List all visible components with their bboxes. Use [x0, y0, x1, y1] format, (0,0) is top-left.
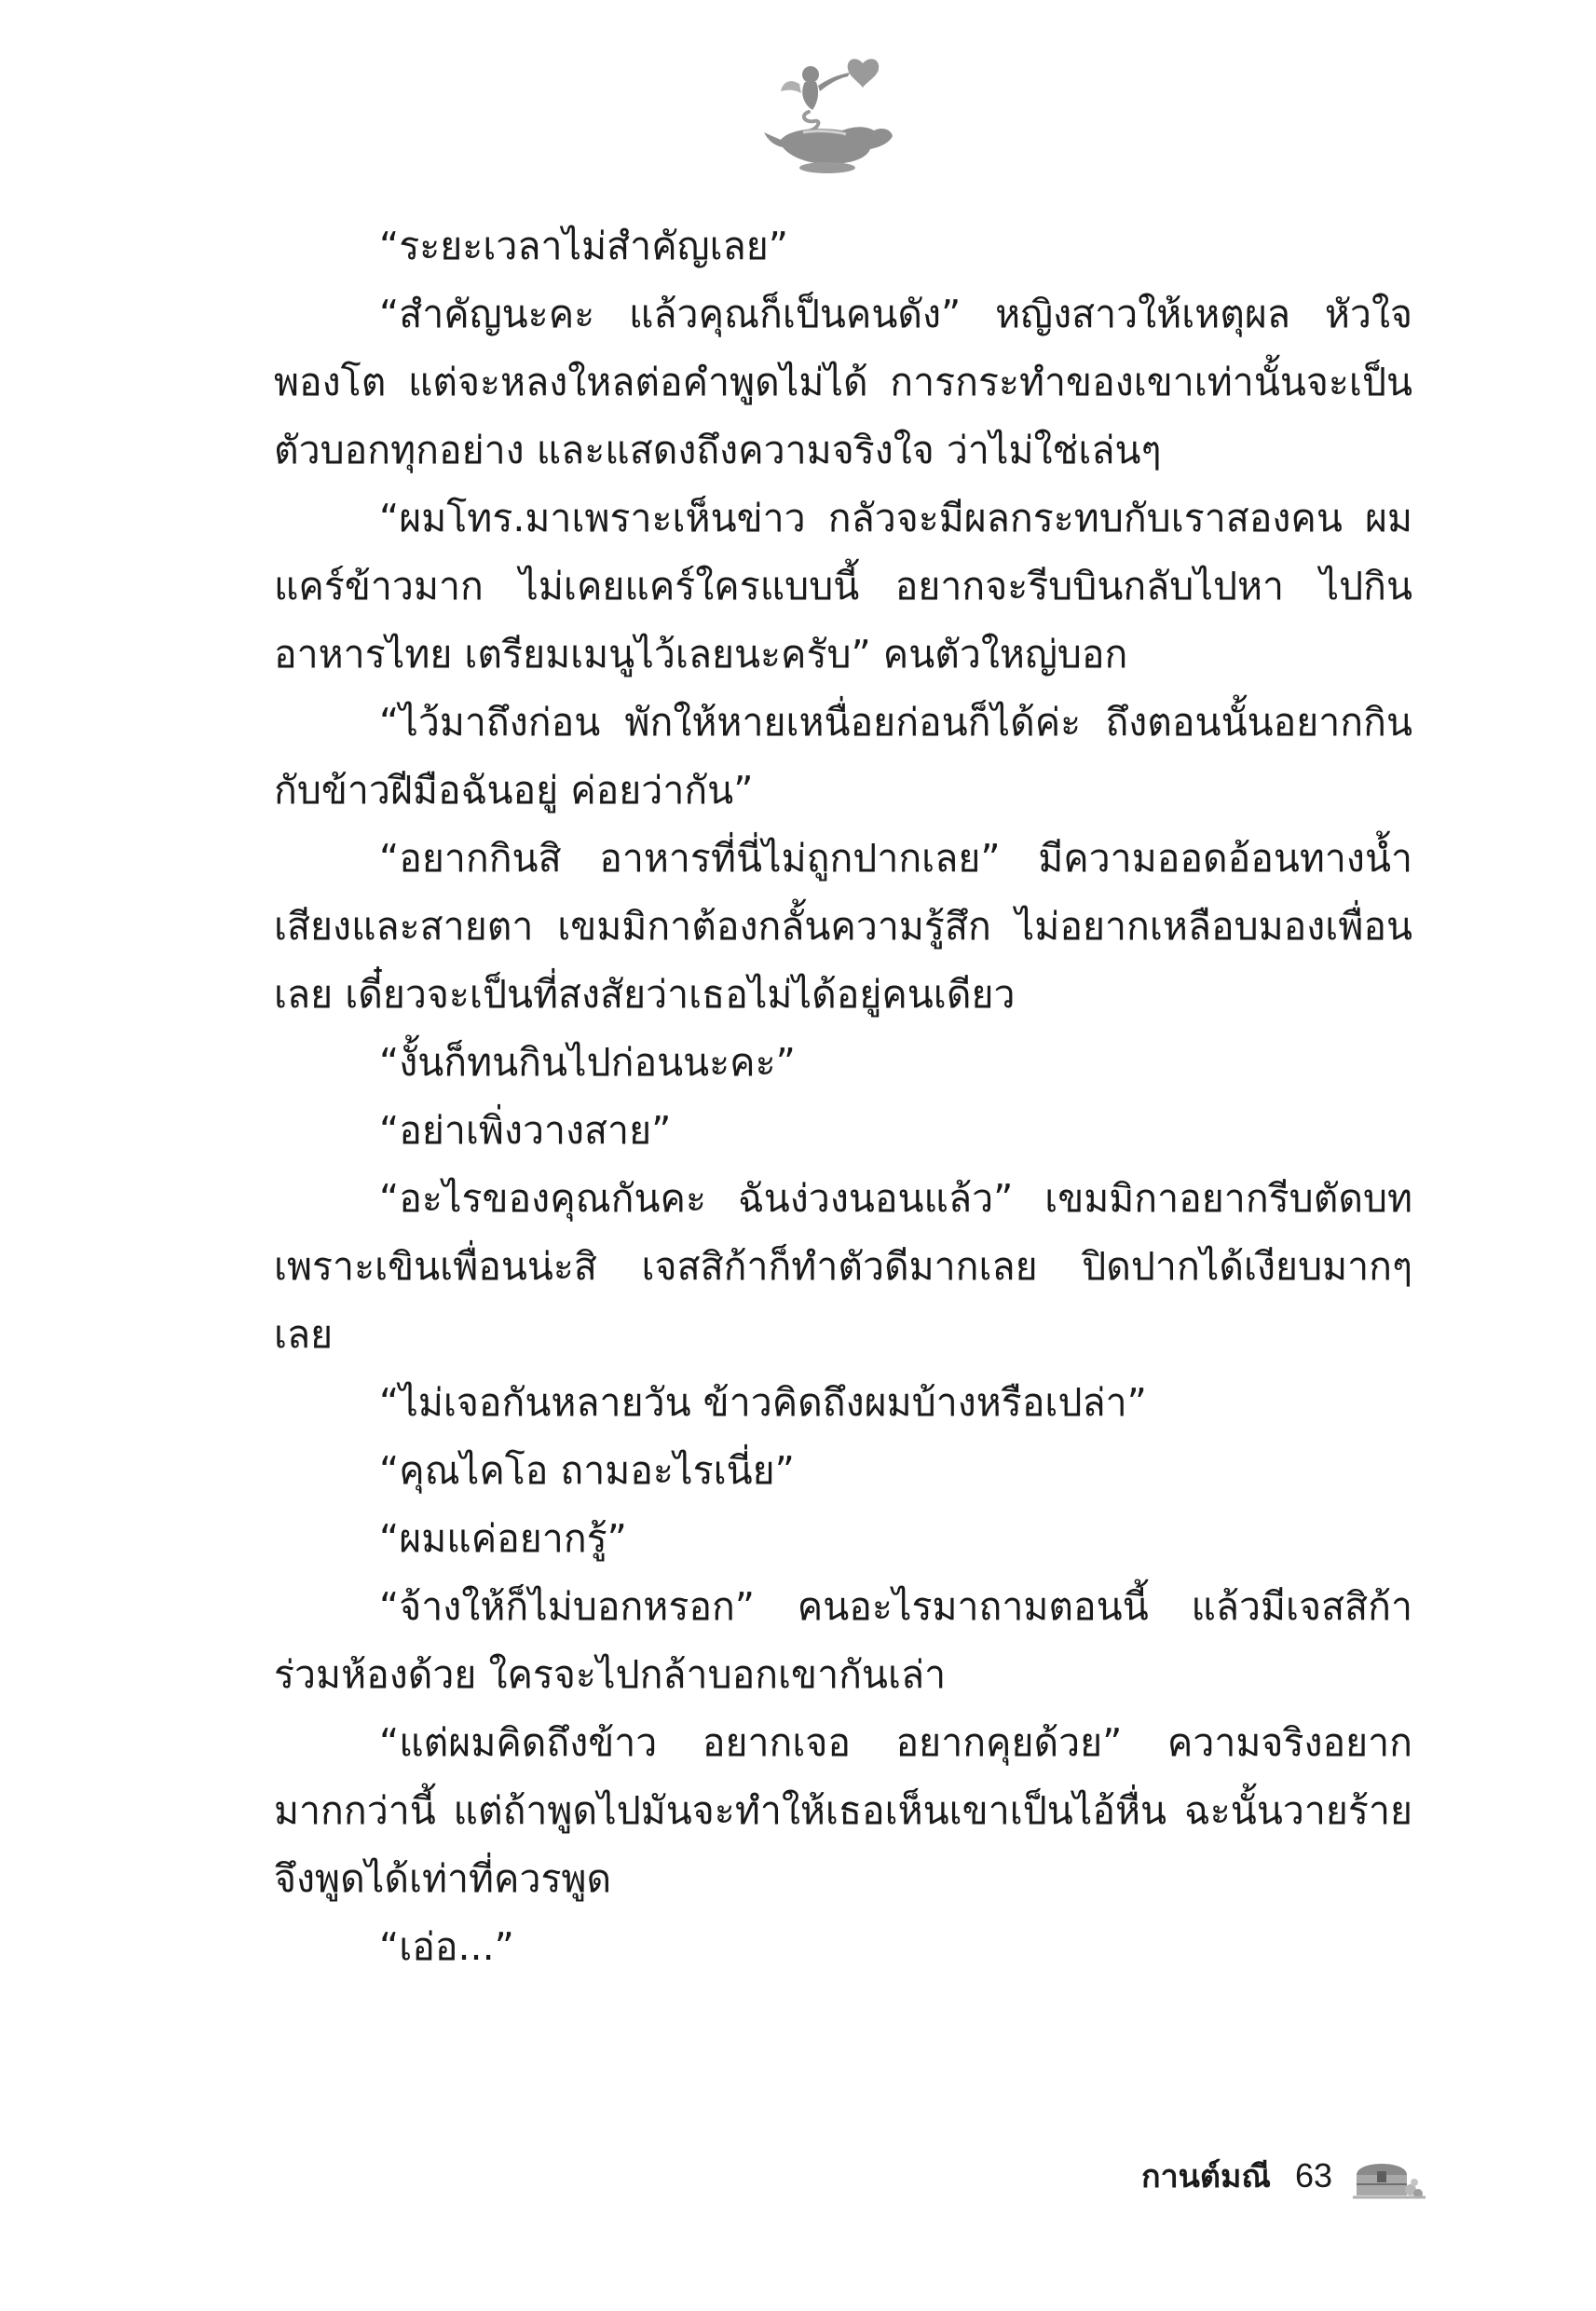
genie-lamp-cupid-icon — [762, 54, 902, 175]
paragraph: “อย่าเพิ่งวางสาย” — [379, 1108, 672, 1153]
paragraph: “งั้นก็ทนกินไปก่อนนะคะ” — [379, 1040, 796, 1085]
paragraph: “เอ่อ...” — [379, 1924, 514, 1969]
book-title: กานต์มณี — [1140, 2158, 1271, 2195]
paragraph: “สำคัญนะคะ แล้วคุณก็เป็นคนดัง” หญิงสาวให้เหตุผล หัวใจพองโต แต่จะหลงใหลต่อคำพูดไม่ได้ การกระทำของเขาเท่านั้นจะเป็นตัวบอกทุกอย่าง และแสดงถึงความจริงใจ ว่าไม่ใช่เล่นๆ — [274, 292, 1412, 472]
paragraph: “อยากกินสิ อาหารที่นี่ไม่ถูกปากเลย” มีความออดอ้อนทางน้ำเสียงและสายตา เขมมิกาต้องกลั้นความรู้สึก ไม่อยากเหลือบมองเพื่อนเลย เดี๋ยวจะเป็นที่สงสัยว่าเธอไม่ได้อยู่คนเดียว — [274, 836, 1412, 1017]
paragraph: “ไม่เจอกันหลายวัน ข้าวคิดถึงผมบ้างหรือเปล่า” — [379, 1380, 1147, 1425]
paragraph: “แต่ผมคิดถึงข้าว อยากเจอ อยากคุยด้วย” ความจริงอยากมากกว่านี้ แต่ถ้าพูดไปมันจะทำให้เธอเห็นเขาเป็นไอ้หื่น ฉะนั้นวายร้ายจึงพูดได้เท่าที่ควรพูด — [274, 1720, 1412, 1901]
page-number: 63 — [1294, 2156, 1332, 2195]
paragraph: “ผมแค่อยากรู้” — [379, 1516, 627, 1561]
treasure-chest-icon — [1353, 2151, 1425, 2201]
body-text — [274, 212, 1412, 1981]
paragraph: “ไว้มาถึงก่อน พักให้หายเหนื่อยก่อนก็ได้ค่ะ ถึงตอนนั้นอยากกินกับข้าวฝีมือฉันอยู่ ค่อยว่ากัน” — [274, 700, 1412, 813]
paragraph: “ผมโทร.มาเพราะเห็นข่าว กลัวจะมีผลกระทบกับเราสองคน ผมแคร์ข้าวมาก ไม่เคยแคร์ใครแบบนี้ อยากจะรีบบินกลับไปหา ไปกินอาหารไทย เตรียมเมนูไว้เลยนะครับ” คนตัวใหญ่บอก — [274, 496, 1412, 677]
paragraph: “จ้างให้ก็ไม่บอกหรอก” คนอะไรมาถามตอนนี้ แล้วมีเจสสิก้าร่วมห้องด้วย ใครจะไปกล้าบอกเขากันเล่า — [274, 1584, 1412, 1697]
paragraph: “คุณไคโอ ถามอะไรเนี่ย” — [379, 1448, 795, 1493]
page-footer — [1141, 2148, 1425, 2204]
paragraph: “ระยะเวลาไม่สำคัญเลย” — [379, 224, 788, 268]
paragraph: “อะไรของคุณกันคะ ฉันง่วงนอนแล้ว” เขมมิกาอยากรีบตัดบทเพราะเขินเพื่อนน่ะสิ เจสสิก้าก็ทำตัวดีมากเลย ปิดปากได้เงียบมากๆ เลย — [274, 1176, 1412, 1357]
